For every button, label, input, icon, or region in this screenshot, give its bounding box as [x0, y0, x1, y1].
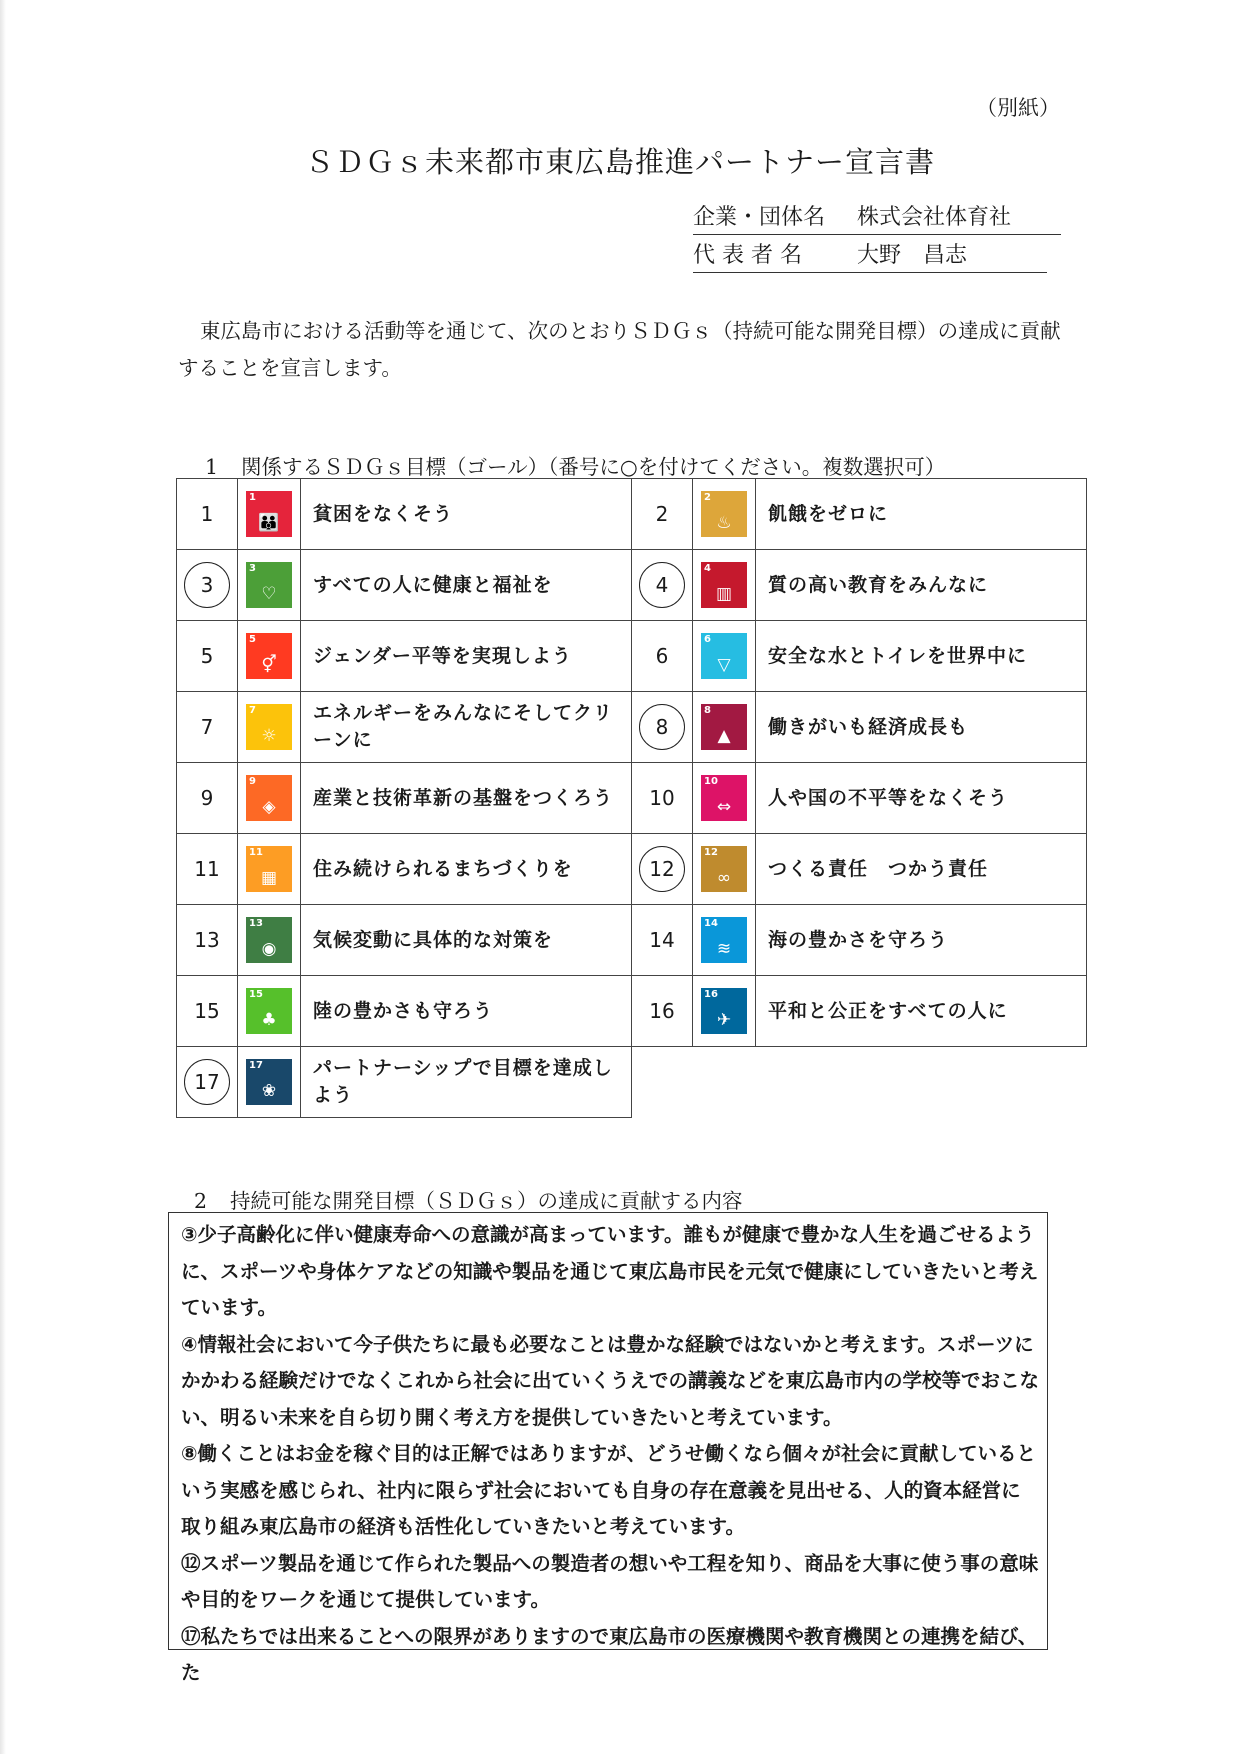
sdg-goal-icon	[701, 988, 747, 1034]
attachment-label: （別紙）	[976, 96, 1060, 120]
sdg-goal-icon	[246, 704, 292, 750]
goal-row	[177, 905, 1087, 976]
goal-row	[177, 621, 1087, 692]
goal-number-circled: 3	[184, 562, 230, 608]
goal-icon-cell	[238, 834, 301, 905]
sdg-icon-number: 14	[704, 918, 718, 929]
representative-line	[693, 238, 1047, 273]
goal-icon-cell	[238, 479, 301, 550]
goal-row	[177, 1047, 1087, 1118]
sdg-icon-number: 11	[249, 847, 263, 858]
sdg-goal-icon	[246, 775, 292, 821]
goal-number-cell[interactable]	[177, 1047, 238, 1118]
sdg-icon-symbol: ▲	[717, 726, 731, 746]
goal-number-cell[interactable]	[177, 550, 238, 621]
goal-row	[177, 763, 1087, 834]
section1-number: 1	[205, 455, 219, 479]
goal-number: 2	[655, 502, 669, 526]
section2-title: 持続可能な開発目標（ＳＤＧｓ）の達成に貢献する内容	[230, 1189, 743, 1213]
goal-label: 安全な水とトイレを世界中に	[756, 621, 1087, 692]
section2-heading	[194, 1184, 743, 1214]
sdg-icon-symbol: ☼	[261, 726, 277, 746]
sdg-icon-number: 3	[249, 563, 256, 574]
goal-number: 11	[194, 857, 220, 881]
goal-label: 海の豊かさを守ろう	[756, 905, 1087, 976]
contribution-paragraph: ⑫スポーツ製品を通じて作られた製品への製造者の想いや工程を知り、商品を大事に使う事の意味や目的をワークを通じて提供しています。	[181, 1551, 1039, 1611]
goal-number-cell[interactable]	[632, 976, 693, 1047]
sdg-icon-number: 15	[249, 989, 263, 1000]
sdg-icon-number: 5	[249, 634, 256, 645]
goal-row	[177, 550, 1087, 621]
contribution-box	[168, 1212, 1048, 1684]
scan-edge	[0, 0, 6, 1754]
goal-number-circled: 4	[639, 562, 685, 608]
sdg-icon-symbol: ✈	[716, 1010, 732, 1030]
goal-number: 5	[200, 644, 214, 668]
goal-row	[177, 692, 1087, 763]
goal-label: 飢餓をゼロに	[756, 479, 1087, 550]
goal-number: 14	[649, 928, 675, 952]
goal-number-cell[interactable]	[632, 692, 693, 763]
sdg-icon-symbol: ♣	[261, 1010, 277, 1030]
sdg-icon-symbol: ⚥	[261, 655, 277, 675]
sdg-icon-number: 6	[704, 634, 711, 645]
goal-number-cell[interactable]	[177, 763, 238, 834]
goal-icon-cell	[693, 834, 756, 905]
sdg-goal-icon	[246, 562, 292, 608]
empty-cell	[632, 1047, 1087, 1118]
goal-label: つくる責任 つかう責任	[756, 834, 1087, 905]
sdg-icon-symbol: ◉	[261, 939, 277, 959]
sdg-icon-symbol: ◈	[262, 797, 276, 817]
representative-value: 大野 昌志	[857, 243, 968, 268]
representative-label: 代 表 者 名	[693, 243, 802, 268]
sdg-icon-number: 17	[249, 1060, 263, 1071]
sdg-goal-icon	[701, 917, 747, 963]
goal-number-cell[interactable]	[632, 763, 693, 834]
contribution-paragraph: ④情報社会において今子供たちに最も必要なことは豊かな経験ではないかと考えます。スポーツにかかわる経験だけでなくこれから社会に出ていくうえでの講義などを東広島市内の学校等でおこない、明るい未来を自ら切り開く考え方を提供していきたいと考えています。	[181, 1332, 1040, 1429]
goal-number: 6	[655, 644, 669, 668]
sdg-goal-icon	[246, 491, 292, 537]
goal-icon-cell	[238, 1047, 301, 1118]
goal-number: 13	[194, 928, 220, 952]
goal-number-cell[interactable]	[632, 621, 693, 692]
goal-number-cell[interactable]	[632, 550, 693, 621]
goal-number: 16	[649, 999, 675, 1023]
goal-number-cell[interactable]	[177, 976, 238, 1047]
sdg-icon-number: 9	[249, 776, 256, 787]
sdg-icon-symbol: ▽	[717, 655, 731, 675]
goal-number: 15	[194, 999, 220, 1023]
goal-label: 質の高い教育をみんなに	[756, 550, 1087, 621]
sdg-goal-icon	[246, 846, 292, 892]
section1-title: 関係するＳＤＧｓ目標（ゴール）（番号に○を付けてください。複数選択可）	[241, 455, 946, 479]
section2-number: 2	[194, 1189, 208, 1213]
sdg-goal-icon	[701, 491, 747, 537]
sdg-icon-number: 2	[704, 492, 711, 503]
goal-number-cell[interactable]	[177, 479, 238, 550]
goal-number: 10	[649, 786, 675, 810]
goal-icon-cell	[693, 621, 756, 692]
section1-heading	[205, 450, 945, 480]
sdg-goal-icon	[246, 917, 292, 963]
sdg-icon-symbol: ⇔	[716, 797, 732, 817]
sdg-icon-symbol: ❀	[261, 1081, 277, 1101]
goal-icon-cell	[693, 692, 756, 763]
goal-label: すべての人に健康と福祉を	[301, 550, 632, 621]
sdg-icon-symbol: ♡	[261, 584, 277, 604]
goal-label: 人や国の不平等をなくそう	[756, 763, 1087, 834]
goal-icon-cell	[238, 976, 301, 1047]
goal-row	[177, 479, 1087, 550]
goal-label: 貧困をなくそう	[301, 479, 632, 550]
company-value: 株式会社体育社	[857, 205, 1012, 230]
goal-icon-cell	[693, 550, 756, 621]
sdg-goal-icon	[701, 633, 747, 679]
sdg-icon-number: 1	[249, 492, 256, 503]
goal-icon-cell	[238, 763, 301, 834]
sdg-icon-symbol: ≋	[716, 939, 732, 959]
page-title: ＳＤＧｓ未来都市東広島推進パートナー宣言書	[304, 145, 935, 179]
sdg-icon-number: 8	[704, 705, 711, 716]
goal-number: 1	[200, 502, 214, 526]
goal-number-cell[interactable]	[177, 692, 238, 763]
contribution-paragraph: ⑧働くことはお金を稼ぐ目的は正解ではありますが、どうせ働くなら個々が社会に貢献しているという実感を感じられ、社内に限らず社会においても自身の存在意義を見出せる、人的資本経営に取り組み東広島市の経済も活性化していきたいと考えています。	[181, 1442, 1037, 1538]
goal-number-cell[interactable]	[632, 479, 693, 550]
sdg-icon-symbol: 👪	[258, 513, 280, 533]
goal-label: パートナーシップで目標を達成しよう	[301, 1047, 632, 1118]
goal-icon-cell	[238, 621, 301, 692]
goal-number-circled: 12	[639, 846, 685, 892]
sdg-goal-icon	[701, 704, 747, 750]
goal-icon-cell	[238, 550, 301, 621]
sdg-goal-icon	[701, 775, 747, 821]
goal-number-circled: 8	[639, 704, 685, 750]
sdg-goal-icon	[246, 633, 292, 679]
goal-number-cell[interactable]	[632, 905, 693, 976]
sdg-icon-number: 12	[704, 847, 718, 858]
goal-number: 9	[200, 786, 214, 810]
sdg-icon-symbol: ∞	[716, 868, 732, 888]
goal-row	[177, 976, 1087, 1047]
goal-icon-cell	[693, 479, 756, 550]
sdg-icon-number: 16	[704, 989, 718, 1000]
goal-icon-cell	[238, 692, 301, 763]
goal-label: 陸の豊かさも守ろう	[301, 976, 632, 1047]
sdg-icon-number: 10	[704, 776, 718, 787]
company-line	[693, 200, 1061, 235]
sdg-goal-icon	[246, 988, 292, 1034]
goal-number-cell[interactable]	[177, 621, 238, 692]
contribution-paragraph: ③少子高齢化に伴い健康寿命への意識が高まっています。誰もが健康で豊かな人生を過ごせるように、スポーツや身体ケアなどの知識や製品を通じて東広島市民を元気で健康にしていきたいと考えています。	[181, 1223, 1039, 1319]
contribution-paragraph: ⑰私たちでは出来ることへの限界がありますので東広島市の医療機関や教育機関との連携を結び、た	[181, 1624, 1038, 1684]
sdg-icon-number: 7	[249, 705, 256, 716]
goal-number: 7	[200, 715, 214, 739]
sdg-icon-number: 13	[249, 918, 263, 929]
sdg-icon-symbol: ▦	[260, 868, 278, 888]
goal-label: 気候変動に具体的な対策を	[301, 905, 632, 976]
goal-number-cell[interactable]	[177, 905, 238, 976]
sdg-icon-number: 4	[704, 563, 711, 574]
sdg-goal-table	[176, 478, 1087, 1118]
goal-label: エネルギーをみんなにそしてクリーンに	[301, 692, 632, 763]
goal-icon-cell	[238, 905, 301, 976]
goal-label: 産業と技術革新の基盤をつくろう	[301, 763, 632, 834]
goal-row	[177, 834, 1087, 905]
goal-number-circled: 17	[184, 1059, 230, 1105]
sdg-goal-icon	[701, 562, 747, 608]
goal-number-cell[interactable]	[177, 834, 238, 905]
goal-label: ジェンダー平等を実現しよう	[301, 621, 632, 692]
goal-icon-cell	[693, 763, 756, 834]
intro-text: 東広島市における活動等を通じて、次のとおりＳＤＧｓ（持続可能な開発目標）の達成に貢献することを宣言します。	[178, 319, 1061, 380]
goal-label: 住み続けられるまちづくりを	[301, 834, 632, 905]
goal-label: 平和と公正をすべての人に	[756, 976, 1087, 1047]
sdg-goal-icon	[701, 846, 747, 892]
goal-number-cell[interactable]	[632, 834, 693, 905]
sdg-icon-symbol: ♨	[716, 513, 732, 533]
sdg-icon-symbol: ▥	[715, 584, 733, 604]
sdg-goal-icon	[246, 1059, 292, 1105]
company-label: 企業・団体名	[693, 205, 826, 230]
goal-icon-cell	[693, 905, 756, 976]
goal-icon-cell	[693, 976, 756, 1047]
goal-label: 働きがいも経済成長も	[756, 692, 1087, 763]
